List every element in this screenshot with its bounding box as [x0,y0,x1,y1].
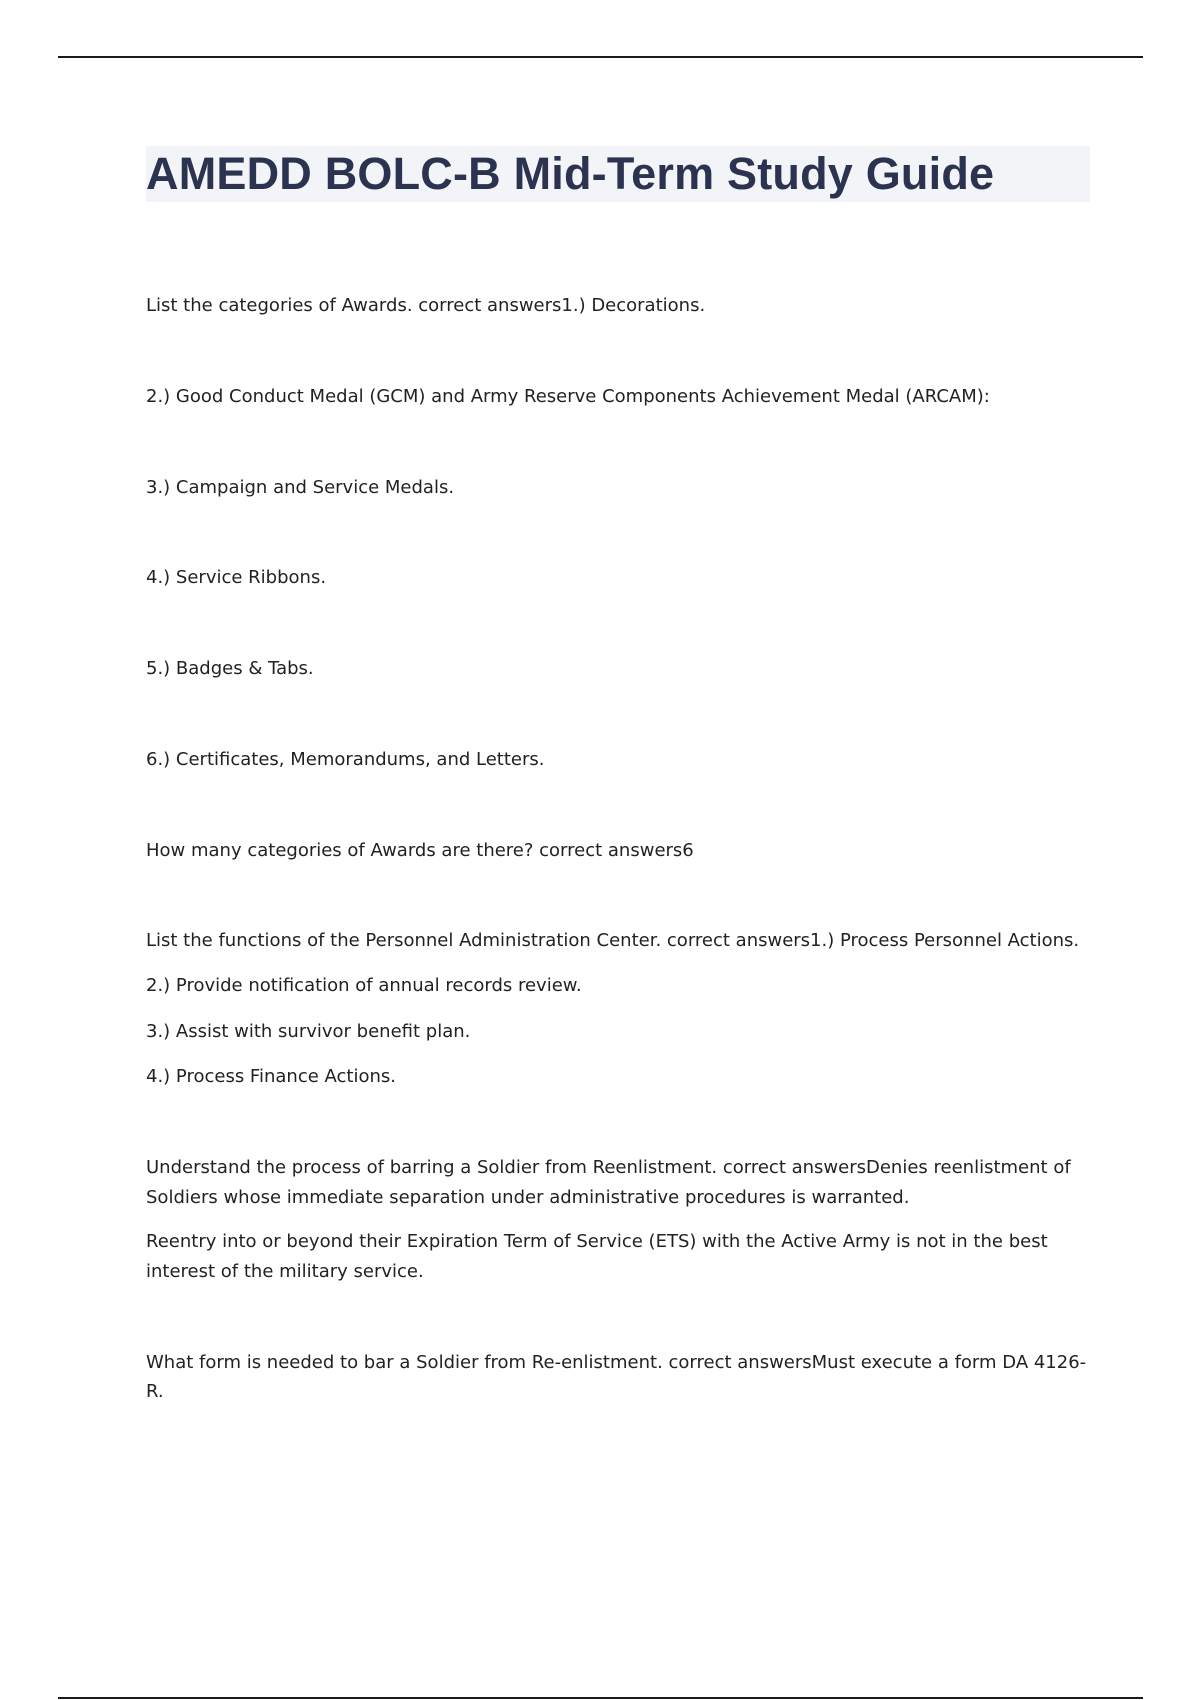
text-line: 4.) Service Ribbons. [146,567,327,588]
text-line: Reentry into or beyond their Expiration Term of Service (ETS) with the Active Army is not in the best [146,1231,1048,1252]
text-line: 5.) Badges & Tabs. [146,658,314,679]
text-line: 3.) Assist with survivor benefit plan. [146,1021,471,1042]
text-line: Understand the process of barring a Soldier from Reenlistment. correct answersDenies reenlistment of [146,1157,1071,1178]
text-line: interest of the military service. [146,1261,424,1282]
text-line: 4.) Process Finance Actions. [146,1066,396,1087]
text-line: 6.) Certificates, Memorandums, and Letters. [146,749,545,770]
text-line: How many categories of Awards are there? correct answers6 [146,840,694,861]
text-line: R. [146,1381,164,1402]
top-rule [58,56,1143,58]
text-line: List the functions of the Personnel Administration Center. correct answers1.) Process Personnel Actions. [146,930,1080,951]
bottom-rule [58,1697,1143,1699]
text-line: 3.) Campaign and Service Medals. [146,477,455,498]
text-line: What form is needed to bar a Soldier from Re-enlistment. correct answersMust execute a form DA 4126- [146,1352,1087,1373]
text-line: 2.) Good Conduct Medal (GCM) and Army Reserve Components Achievement Medal (ARCAM): [146,386,990,407]
text-line: Soldiers whose immediate separation under administrative procedures is warranted. [146,1187,910,1208]
text-line: 2.) Provide notification of annual records review. [146,975,582,996]
page-title: AMEDD BOLC-B Mid-Term Study Guide [146,148,995,199]
text-line: List the categories of Awards. correct answers1.) Decorations. [146,295,706,316]
